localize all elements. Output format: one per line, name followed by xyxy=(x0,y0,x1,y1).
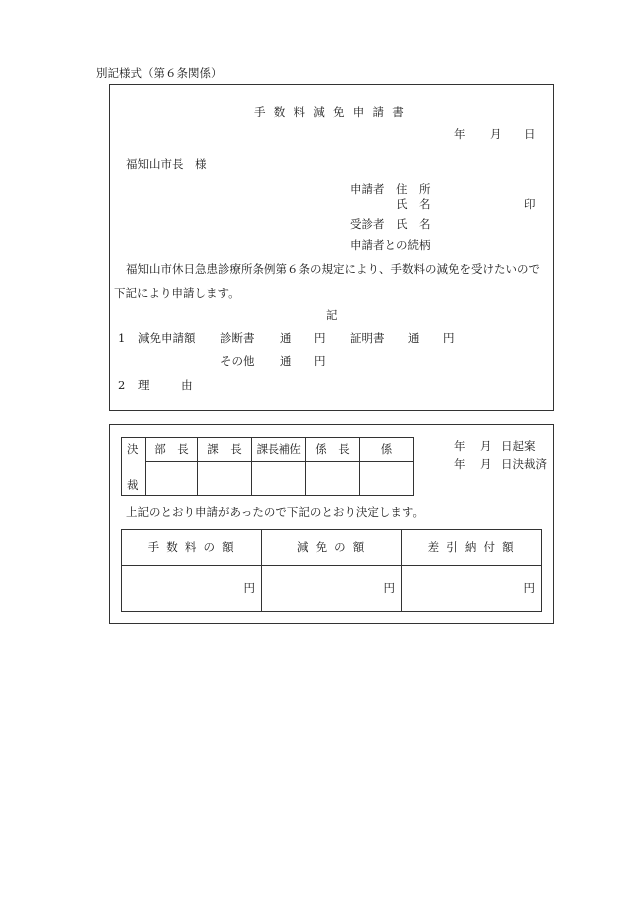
approval-table xyxy=(121,437,414,496)
other-label: その他 xyxy=(220,354,255,368)
date-day: 日 xyxy=(524,127,536,141)
fee-amount-yen[interactable]: 円 xyxy=(122,566,262,612)
stamp-cell-director[interactable] xyxy=(146,462,198,496)
draft-month: 月 xyxy=(480,439,492,453)
decision-statement: 上記のとおり申請があったので下記のとおり決定します。 xyxy=(126,505,424,519)
header-director: 部 長 xyxy=(146,438,198,462)
certificate-yen: 円 xyxy=(443,331,455,345)
diagnosis-label: 診断書 xyxy=(220,331,255,345)
fee-header-reduction: 減 免 の 額 xyxy=(262,530,402,566)
header-staff: 係 xyxy=(360,438,414,462)
body-line-2: 下記により申請します。 xyxy=(114,286,240,300)
header-unit-chief: 係 長 xyxy=(306,438,360,462)
item2-number: 2 xyxy=(118,378,126,392)
fee-header-amount: 手 数 料 の 額 xyxy=(122,530,262,566)
approval-side-top: 決 xyxy=(127,442,139,456)
applicant-label: 申請者 xyxy=(350,182,385,196)
header-section-chief: 課 長 xyxy=(198,438,252,462)
form-label: 別記様式（第６条関係） xyxy=(96,66,223,80)
reason-label: 理 由 xyxy=(138,378,196,392)
certificate-copies: 通 xyxy=(408,331,420,345)
stamp-cell-assistant-chief[interactable] xyxy=(252,462,306,496)
relationship-label: 申請者との続柄 xyxy=(350,238,431,252)
net-payment-yen[interactable]: 円 xyxy=(402,566,542,612)
approval-side-bottom: 裁 xyxy=(127,478,139,492)
fee-header-net-payment: 差 引 納 付 額 xyxy=(402,530,542,566)
seal-mark: 印 xyxy=(524,197,536,211)
other-copies: 通 xyxy=(280,354,292,368)
stamp-cell-unit-chief[interactable] xyxy=(306,462,360,496)
item1-label: 減免申請額 xyxy=(138,331,196,345)
approved-label: 日決裁済 xyxy=(501,457,547,471)
reduction-amount-yen[interactable]: 円 xyxy=(262,566,402,612)
date-year: 年 xyxy=(454,127,466,141)
approved-year: 年 xyxy=(454,457,466,471)
draft-year: 年 xyxy=(454,439,466,453)
approved-month: 月 xyxy=(480,457,492,471)
header-assistant-chief: 課長補佐 xyxy=(252,438,306,462)
date-month: 月 xyxy=(490,127,502,141)
item1-number: 1 xyxy=(118,331,126,345)
ki-heading: 記 xyxy=(326,308,338,322)
diagnosis-copies: 通 xyxy=(280,331,292,345)
patient-name-label: 氏 名 xyxy=(396,217,431,231)
certificate-label: 証明書 xyxy=(350,331,385,345)
application-title: 手 数 料 減 免 申 請 書 xyxy=(254,105,407,119)
stamp-cell-section-chief[interactable] xyxy=(198,462,252,496)
stamp-cell-staff[interactable] xyxy=(360,462,414,496)
other-yen: 円 xyxy=(314,354,326,368)
body-line-1: 福知山市休日急患診療所条例第６条の規定により、手数料の減免を受けたいので xyxy=(126,262,540,276)
application-box xyxy=(109,84,554,411)
address-label: 住 所 xyxy=(396,182,431,196)
diagnosis-yen: 円 xyxy=(314,331,326,345)
fee-table xyxy=(121,529,542,612)
patient-label: 受診者 xyxy=(350,217,385,231)
name-label: 氏 名 xyxy=(396,197,431,211)
addressee: 福知山市長 様 xyxy=(126,157,207,171)
draft-label: 日起案 xyxy=(501,439,536,453)
approval-side-label xyxy=(122,438,146,496)
